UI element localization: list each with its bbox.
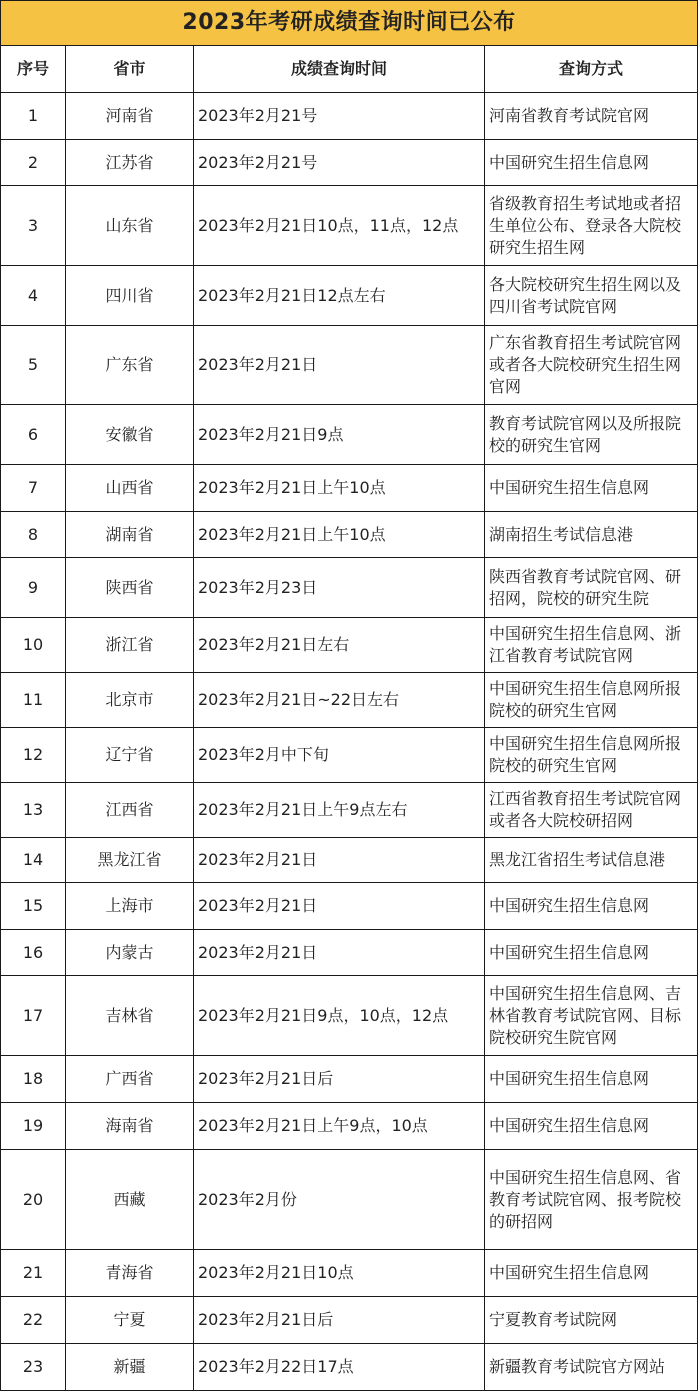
cell-province: 广东省 <box>66 326 194 405</box>
cell-query-method: 黑龙江省招生考试信息港 <box>485 838 698 883</box>
cell-province: 上海市 <box>66 883 194 930</box>
cell-query-time: 2023年2月21日上午9点左右 <box>194 783 485 838</box>
cell-query-time: 2023年2月22日17点 <box>194 1344 485 1391</box>
cell-index: 22 <box>1 1297 66 1344</box>
cell-query-time: 2023年2月21日 <box>194 326 485 405</box>
cell-index: 5 <box>1 326 66 405</box>
table-row <box>1 1150 698 1250</box>
table-row <box>1 728 698 783</box>
cell-query-time: 2023年2月21日后 <box>194 1056 485 1103</box>
cell-index: 17 <box>1 976 66 1056</box>
cell-query-time: 2023年2月21号 <box>194 93 485 140</box>
cell-province: 青海省 <box>66 1250 194 1297</box>
cell-query-time: 2023年2月21日12点左右 <box>194 266 485 326</box>
cell-index: 3 <box>1 186 66 266</box>
header-query-method: 查询方式 <box>485 46 698 93</box>
cell-index: 10 <box>1 618 66 673</box>
cell-query-method: 中国研究生招生信息网、浙江省教育考试院官网 <box>485 618 698 673</box>
cell-query-time: 2023年2月21日左右 <box>194 618 485 673</box>
table-row <box>1 405 698 465</box>
cell-index: 4 <box>1 266 66 326</box>
cell-query-method: 中国研究生招生信息网 <box>485 465 698 512</box>
cell-query-time: 2023年2月21日 <box>194 883 485 930</box>
table-row <box>1 673 698 728</box>
cell-index: 13 <box>1 783 66 838</box>
table-row <box>1 1297 698 1344</box>
cell-query-time: 2023年2月21日 <box>194 930 485 976</box>
cell-province: 广西省 <box>66 1056 194 1103</box>
cell-query-method: 中国研究生招生信息网 <box>485 140 698 186</box>
cell-province: 海南省 <box>66 1103 194 1150</box>
cell-province: 山西省 <box>66 465 194 512</box>
cell-query-method: 省级教育招生考试地或者招生单位公布、登录各大院校研究生招生网 <box>485 186 698 266</box>
table-row <box>1 1103 698 1150</box>
cell-query-time: 2023年2月21号 <box>194 140 485 186</box>
cell-province: 宁夏 <box>66 1297 194 1344</box>
cell-query-time: 2023年2月21日上午9点，10点 <box>194 1103 485 1150</box>
cell-province: 西藏 <box>66 1150 194 1250</box>
cell-query-method: 中国研究生招生信息网所报院校的研究生官网 <box>485 673 698 728</box>
cell-query-time: 2023年2月21日上午10点 <box>194 465 485 512</box>
cell-index: 20 <box>1 1150 66 1250</box>
cell-query-method: 中国研究生招生信息网 <box>485 883 698 930</box>
cell-index: 7 <box>1 465 66 512</box>
table-row <box>1 883 698 930</box>
cell-query-method: 中国研究生招生信息网 <box>485 1103 698 1150</box>
cell-index: 8 <box>1 512 66 558</box>
cell-index: 11 <box>1 673 66 728</box>
cell-query-method: 中国研究生招生信息网所报院校的研究生官网 <box>485 728 698 783</box>
cell-index: 23 <box>1 1344 66 1391</box>
cell-query-method: 河南省教育考试院官网 <box>485 93 698 140</box>
cell-query-method: 中国研究生招生信息网 <box>485 1250 698 1297</box>
cell-province: 吉林省 <box>66 976 194 1056</box>
cell-index: 18 <box>1 1056 66 1103</box>
cell-index: 21 <box>1 1250 66 1297</box>
cell-query-method: 新疆教育考试院官方网站 <box>485 1344 698 1391</box>
table-row <box>1 976 698 1056</box>
table-row <box>1 618 698 673</box>
table-row <box>1 558 698 618</box>
cell-query-method: 中国研究生招生信息网 <box>485 930 698 976</box>
cell-index: 1 <box>1 93 66 140</box>
cell-index: 9 <box>1 558 66 618</box>
table-row <box>1 838 698 883</box>
cell-province: 湖南省 <box>66 512 194 558</box>
cell-query-time: 2023年2月21日9点，10点，12点 <box>194 976 485 1056</box>
table-row <box>1 930 698 976</box>
cell-index: 12 <box>1 728 66 783</box>
cell-index: 6 <box>1 405 66 465</box>
header-province: 省市 <box>66 46 194 93</box>
cell-index: 14 <box>1 838 66 883</box>
table-row <box>1 465 698 512</box>
cell-province: 新疆 <box>66 1344 194 1391</box>
cell-query-time: 2023年2月21日上午10点 <box>194 512 485 558</box>
cell-query-method: 教育考试院官网以及所报院校的研究生官网 <box>485 405 698 465</box>
cell-province: 江苏省 <box>66 140 194 186</box>
header-query-time: 成绩查询时间 <box>194 46 485 93</box>
header-row <box>1 46 698 93</box>
table-row <box>1 266 698 326</box>
cell-province: 北京市 <box>66 673 194 728</box>
cell-query-method: 湖南招生考试信息港 <box>485 512 698 558</box>
cell-index: 15 <box>1 883 66 930</box>
table-row <box>1 1250 698 1297</box>
table-row <box>1 186 698 266</box>
cell-province: 河南省 <box>66 93 194 140</box>
table-row <box>1 1344 698 1391</box>
table-row <box>1 512 698 558</box>
table-row <box>1 783 698 838</box>
cell-query-time: 2023年2月21日10点 <box>194 1250 485 1297</box>
cell-query-method: 中国研究生招生信息网、吉林省教育考试院官网、目标院校研究生院官网 <box>485 976 698 1056</box>
table-row <box>1 1056 698 1103</box>
table-row <box>1 326 698 405</box>
title-row <box>1 1 698 46</box>
table-row <box>1 140 698 186</box>
cell-query-time: 2023年2月21日10点，11点，12点 <box>194 186 485 266</box>
cell-province: 黑龙江省 <box>66 838 194 883</box>
cell-query-time: 2023年2月21日 <box>194 838 485 883</box>
cell-province: 辽宁省 <box>66 728 194 783</box>
cell-query-method: 江西省教育招生考试院官网或者各大院校研招网 <box>485 783 698 838</box>
table-row <box>1 93 698 140</box>
cell-query-method: 宁夏教育考试院网 <box>485 1297 698 1344</box>
cell-query-time: 2023年2月份 <box>194 1150 485 1250</box>
header-index: 序号 <box>1 46 66 93</box>
cell-query-method: 中国研究生招生信息网 <box>485 1056 698 1103</box>
cell-province: 江西省 <box>66 783 194 838</box>
cell-province: 山东省 <box>66 186 194 266</box>
cell-query-time: 2023年2月21日~22日左右 <box>194 673 485 728</box>
table-title: 2023年考研成绩查询时间已公布 <box>1 1 698 46</box>
cell-province: 浙江省 <box>66 618 194 673</box>
cell-index: 19 <box>1 1103 66 1150</box>
cell-query-time: 2023年2月中下旬 <box>194 728 485 783</box>
cell-index: 2 <box>1 140 66 186</box>
cell-province: 四川省 <box>66 266 194 326</box>
cell-province: 陕西省 <box>66 558 194 618</box>
cell-query-method: 陕西省教育考试院官网、研招网，院校的研究生院 <box>485 558 698 618</box>
cell-query-time: 2023年2月21日后 <box>194 1297 485 1344</box>
table-body <box>1 1 698 1391</box>
cell-province: 安徽省 <box>66 405 194 465</box>
cell-query-time: 2023年2月21日9点 <box>194 405 485 465</box>
cell-province: 内蒙古 <box>66 930 194 976</box>
cell-query-method: 各大院校研究生招生网以及四川省考试院官网 <box>485 266 698 326</box>
cell-query-method: 中国研究生招生信息网、省教育考试院官网、报考院校的研招网 <box>485 1150 698 1250</box>
cell-query-time: 2023年2月23日 <box>194 558 485 618</box>
cell-query-method: 广东省教育招生考试院官网或者各大院校研究生招生网官网 <box>485 326 698 405</box>
cell-index: 16 <box>1 930 66 976</box>
